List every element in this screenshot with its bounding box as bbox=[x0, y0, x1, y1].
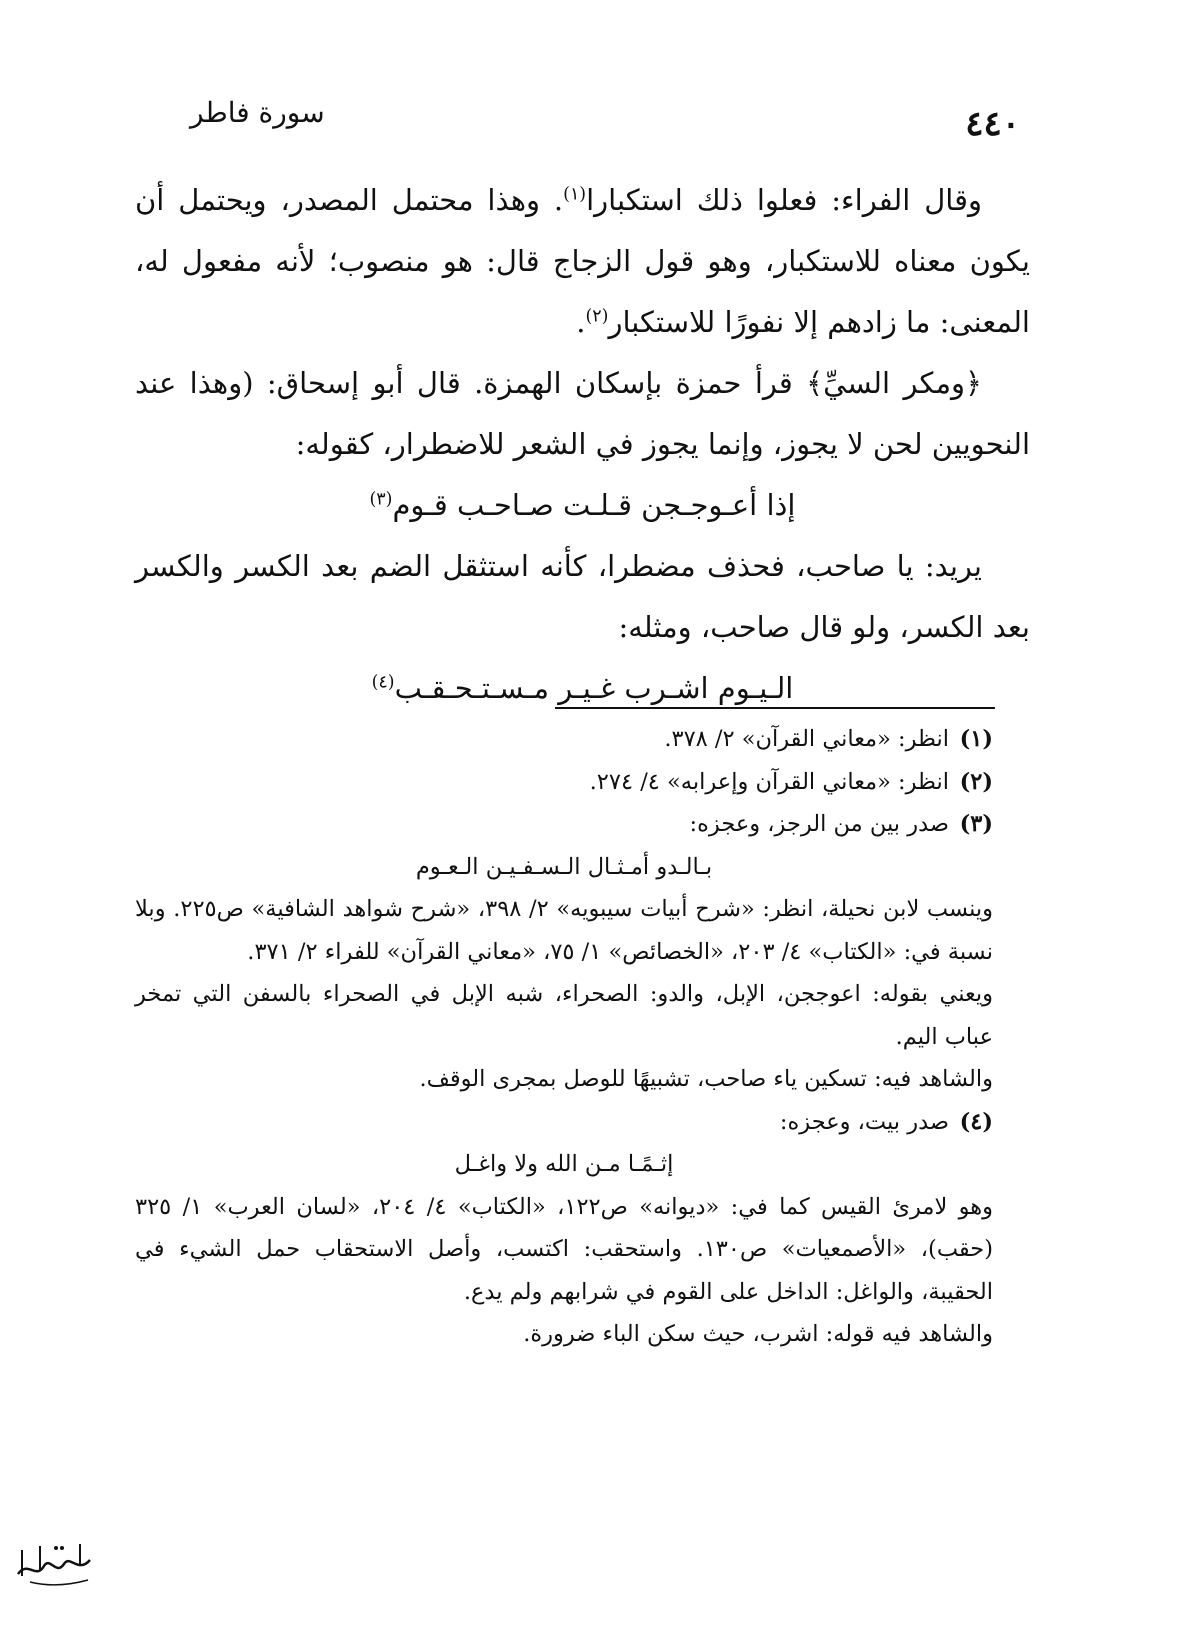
footnote-text: ويعني بقوله: اعوججن، الإبل، والدو: الصحراء، شبه الإبل في الصحراء بالسفن التي تمخر عباب اليم. bbox=[135, 981, 993, 1050]
page-number: ٤٤٠ bbox=[965, 104, 1020, 144]
footnote bbox=[135, 761, 993, 804]
footnote-text: والشاهد فيه: تسكين ياء صاحب، تشبيهًا للوصل بمجرى الوقف. bbox=[419, 1066, 993, 1092]
paragraph-text: وقال الفراء: فعلوا ذلك استكبارا bbox=[586, 183, 982, 217]
footnote-ref[interactable]: (٢) bbox=[585, 306, 609, 327]
poetry-verse bbox=[135, 475, 1030, 536]
footnote-text: انظر: «معاني القرآن» ٢/ ٣٧٨. bbox=[664, 726, 949, 752]
calligraphy-logo-icon bbox=[10, 1530, 100, 1590]
paragraph-text: . bbox=[576, 305, 586, 339]
footnote bbox=[135, 803, 993, 846]
poetry-verse bbox=[135, 658, 1030, 719]
footnote-ref[interactable]: (٤) bbox=[371, 672, 395, 693]
calligraphy-logo-svg bbox=[10, 1530, 100, 1590]
footnote bbox=[135, 1101, 993, 1144]
verse-text: الـيـوم اشـرب غـيـر مـسـتـحـقـب bbox=[394, 671, 794, 705]
paragraph: يريد: يا صاحب، فحذف مضطرا، كأنه استثقل الضم بعد الكسر والكسر بعد الكسر، ولو قال صاحب، ومثله: bbox=[135, 549, 1030, 644]
footnote-text: وينسب لابن نحيلة، انظر: «شرح أبيات سيبويه» ٢/ ٣٩٨، «شرح شواهد الشافية» ص٢٢٥. وبلا نسبة في: «الكتاب» ٤/ ٢٠٣، «الخصائص» ١/ ٧٥، «معاني القرآن» للفراء ٢/ ٣٧١. bbox=[135, 896, 994, 965]
footnote-text: صدر بيت، وعجزه: bbox=[779, 1108, 949, 1135]
verse-text: إذا أعـوجـجن قـلـت صـاحـب قـوم bbox=[392, 488, 796, 522]
footnote-number: (٤) bbox=[959, 1108, 993, 1135]
footnote-number: (٢) bbox=[959, 768, 993, 795]
footnote-divider bbox=[555, 707, 995, 709]
footnote-ref[interactable]: (٣) bbox=[369, 489, 393, 510]
footnote-verse: إثـمًـا مـن الله ولا واغـل bbox=[454, 1151, 674, 1177]
footnote-verse: بـالـدو أمـثـال الـسـفـيـن الـعـوم bbox=[415, 853, 713, 880]
footnote-text: صدر بين من الرجز، وعجزه: bbox=[689, 811, 949, 837]
footnote-text: وهو لامرئ القيس كما في: «ديوانه» ص١٢٢، «الكتاب» ٤/ ٢٠٤، «لسان العرب» ١/ ٣٢٥ (حقب)، «الأصمعيات» ص١٣٠. واستحقب: اكتسب، وأصل الاستحقاب حمل الشيء في الحقيبة، والواغل: الداخل على القوم في شرابهم ولم يدع. bbox=[135, 1193, 994, 1305]
footnote-text: انظر: «معاني القرآن وإعرابه» ٤/ ٢٧٤. bbox=[589, 768, 949, 795]
footnote-number: (٣) bbox=[959, 811, 993, 837]
footnote-ref[interactable]: (١) bbox=[563, 184, 587, 205]
paragraph-text: . وهذا محتمل المصدر، ويحتمل أن يكون معناه للاستكبار، وهو قول الزجاج قال: هو منصوب؛ لأنه مفعول له، المعنى: ما زادهم إلا نفورًا للاستكبار bbox=[135, 183, 1030, 339]
main-text bbox=[135, 170, 1030, 719]
paragraph: ﴿ومكر السيِّ﴾ قرأ حمزة بإسكان الهمزة. قال أبو إسحاق: (وهذا عند النحويين لحن لا يجوز، وإنما يجوز في الشعر للاضطرار، كقوله: bbox=[135, 366, 1030, 461]
paragraph bbox=[135, 170, 1030, 353]
surah-title: سورة فاطر bbox=[190, 96, 325, 129]
footnote-text: والشاهد فيه قوله: اشرب، حيث سكن الباء ضرورة. bbox=[523, 1321, 993, 1347]
footnote bbox=[135, 718, 993, 761]
footnote-number: (١) bbox=[959, 726, 993, 752]
page-header bbox=[190, 96, 1020, 156]
footnotes bbox=[135, 718, 993, 1356]
